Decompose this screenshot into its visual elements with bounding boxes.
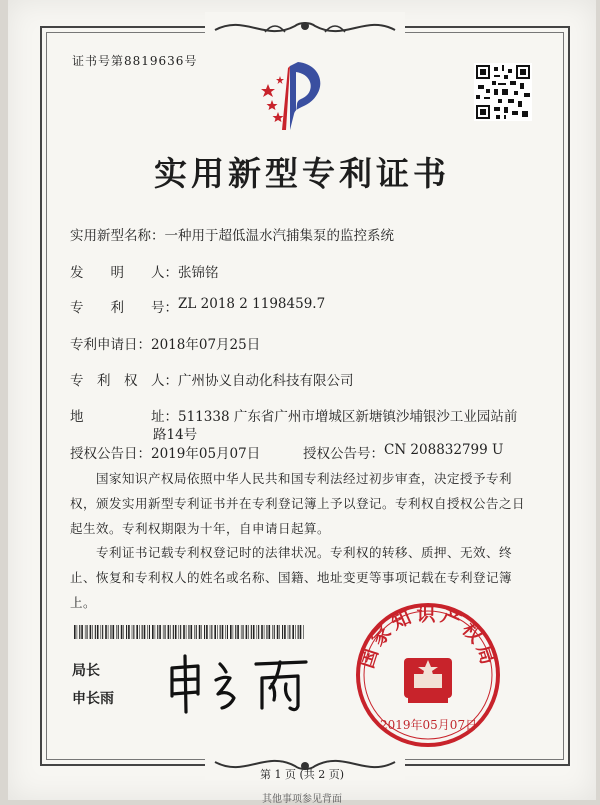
field-label: 发 明 人： [70, 265, 178, 281]
field-label: 实用新型名称： [70, 228, 165, 244]
patent-number-row [70, 296, 325, 316]
field-label: 专 利 权 人： [70, 373, 178, 389]
qr-code [474, 63, 532, 121]
address-line-2: 路14号 [153, 427, 198, 443]
field-label: 授权公告号： [303, 446, 384, 462]
utility-model-name-row [70, 224, 394, 244]
field-value: 2019年05月07日 [151, 446, 261, 462]
filing-date-row [70, 333, 260, 353]
barcode [74, 625, 306, 639]
director-name: 申长雨 [72, 691, 114, 707]
field-value: 2018年07月25日 [151, 337, 261, 353]
seal-date: 2019年05月07日 [380, 718, 478, 732]
top-ornament [205, 12, 405, 42]
field-label: 专 利 号： [70, 300, 178, 316]
inventor-row [70, 261, 219, 281]
field-value: 张锦铭 [178, 265, 219, 281]
bottom-note: 其他事项参见背面 [262, 794, 342, 805]
certificate-number: 证书号第8819636号 [72, 54, 198, 68]
director-signature [158, 650, 318, 720]
patentee-row [70, 369, 354, 389]
field-value: ZL 2018 2 1198459.7 [178, 296, 326, 312]
field-label: 专利申请日： [70, 337, 151, 353]
field-value: 广州协义自动化科技有限公司 [178, 373, 354, 389]
page-number: 第 1 页 (共 2 页) [259, 768, 345, 781]
field-label: 授权公告日： [70, 446, 151, 462]
document-title: 实用新型专利证书 [154, 154, 450, 193]
field-value: 511338 广东省广州市增城区新塘镇沙埔银沙工业园站前 [178, 409, 518, 425]
field-value: 一种用于超低温水汽捕集泵的监控系统 [164, 228, 394, 244]
field-label: 地 址： [70, 409, 178, 425]
seal-text: 国家知识产权局 [355, 603, 501, 671]
address-row [70, 405, 517, 425]
legal-status-statement: 专利证书记载专利权登记时的法律状况。专利权的转移、质押、无效、终止、恢复和专利权人的姓名或名称、国籍、地址变更等事项记载在专利登记簿上。 [70, 545, 513, 610]
director-title: 局长 [72, 663, 100, 679]
cnipa-logo-icon [256, 54, 336, 134]
grant-statement: 国家知识产权局依照中华人民共和国专利法经过初步审查，决定授予专利权，颁发实用新型专利证书并在专利登记簿上予以登记。专利权自授权公告之日起生效。专利权期限为十年，自申请日起算。 [70, 471, 526, 536]
grant-date-row [70, 442, 503, 462]
certificate-paper [8, 0, 596, 805]
field-value: CN 208832799 U [384, 442, 504, 458]
